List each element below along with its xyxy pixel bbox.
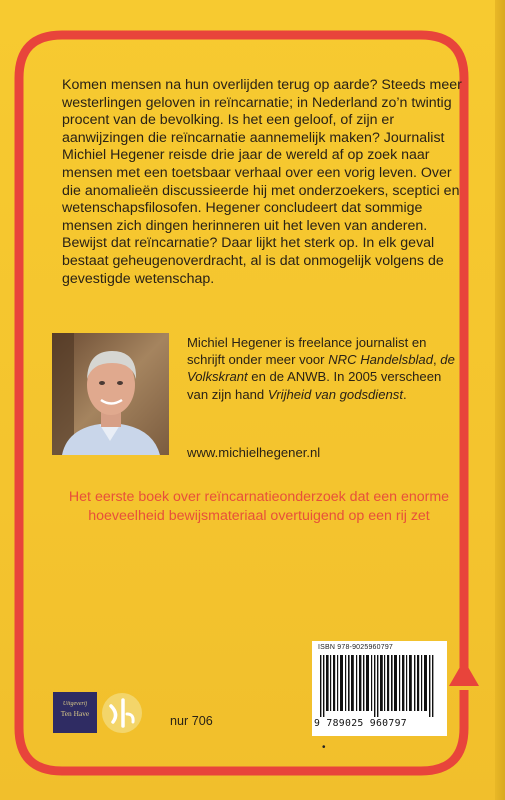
isbn-label: ISBN 978-9025960797 [318,644,394,651]
bio-publication-nrc: NRC Handelsblad [328,352,433,368]
author-bio [187,334,462,403]
publisher-label: Uitgeverij [62,701,88,707]
publisher-logo [53,692,97,733]
small-mark: • [322,742,326,753]
bio-book-title: Vrijheid van godsdienst [267,386,403,402]
nur-code: nur 706 [170,714,213,728]
author-photo [52,333,169,455]
author-website: www.michielhegener.nl [187,445,321,460]
blurb-text: Komen mensen na hun overlijden terug op aarde? Steeds meer westerlingen geloven in reïncarnatie; in Nederland zo’n twintig procent van de bevolking. Is het een geloof, of zijn er aanwijzingen die reïncarnatie aannemelijk maken? Journalist Michiel Hegener reisde drie jaar de wereld af op zoek naar mensen met een toetsbaar verhaal over een vorig leven. Over die anomalieën discussieerde hij met onderzoekers, sceptici en wetenschapsfilosofen. Hegener concludeert dat sommige mensen zich dingen herinneren uit het leven van anderen. Bewijst dat reïncarnatie? Daar lijkt het sterk op. In elk geval bestaat geheugenoverdracht, al is dat onmogelijk volgens de gevestigde wetenschap. [62,77,462,287]
tagline: Het eerste boek over reïncarnatieonderzoek dat een enorme hoeveelheid bewijsmateriaal overtuigend op een rij zet [68,489,450,524]
publisher-emblem-icon [101,692,143,734]
barcode [312,641,447,736]
bio-part1: Michiel Hegener is freelance journalist en schrijft onder meer voor [187,335,427,368]
barcode-bars [318,655,442,717]
arrow-head-icon [449,660,479,686]
bio-publication-volkskrant: de Volkskrant [187,352,455,385]
publisher-name: Ten Have [60,709,90,718]
bio-part2: en de ANWB. In 2005 verscheen van zijn hand [187,369,442,402]
barcode-digits: 9 789025 960797 [314,718,407,729]
bio-end: . [402,386,407,402]
bio-separator: , [433,352,441,368]
